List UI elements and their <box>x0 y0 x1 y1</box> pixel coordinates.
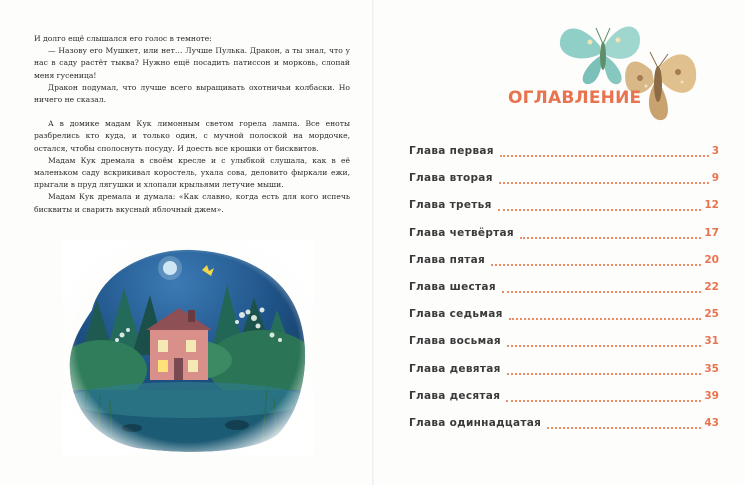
toc-page-number: 22 <box>704 280 719 293</box>
toc-chapter-label: Глава третья <box>409 199 492 212</box>
toc-entry[interactable] <box>409 227 719 254</box>
toc-page-number: 43 <box>704 416 719 429</box>
toc-entry[interactable] <box>409 254 719 281</box>
toc-dot-leader <box>491 256 701 266</box>
story-paragraph: Дракон подумал, что лучше всего выращивать охотничьи колбаски. Но ничего не сказал. <box>34 82 350 105</box>
toc-page-number: 12 <box>704 199 719 212</box>
toc-dot-leader <box>499 174 709 184</box>
story-text <box>34 33 350 216</box>
toc-chapter-label: Глава одиннадцатая <box>409 416 542 429</box>
toc-page-number: 17 <box>704 226 719 239</box>
table-of-contents <box>409 145 719 444</box>
toc-page-number: 25 <box>704 308 719 321</box>
toc-chapter-label: Глава шестая <box>409 280 496 293</box>
toc-dot-leader <box>500 147 709 157</box>
toc-page-number: 39 <box>704 389 719 402</box>
toc-entry[interactable] <box>409 335 719 362</box>
story-paragraph: А в домике мадам Кук лимонным светом горела лампа. Все еноты разбрелись кто куда, и только один, с мучной полоской на мордочке, остался, чтобы сполоснуть посуду. И доесть все крошки от бисквитов. <box>34 119 350 153</box>
toc-entry[interactable] <box>409 172 719 199</box>
story-paragraph: Мадам Кук дремала в своём кресле и с улыбкой слушала, как в её маленьком саду вскрикивал коростель, ухала сова, деловито фыркали ежи, прыгали в пруд лягушки и хлопали крыльями летучие мыши. <box>34 155 350 190</box>
toc-chapter-label: Глава девятая <box>409 362 501 375</box>
toc-entry[interactable] <box>409 281 719 308</box>
toc-dot-leader <box>507 365 702 375</box>
toc-chapter-label: Глава седьмая <box>409 308 503 321</box>
toc-title: ОГЛАВЛЕНИЕ <box>508 88 642 108</box>
right-page <box>374 0 745 485</box>
toc-entry[interactable] <box>409 308 719 335</box>
toc-chapter-label: Глава пятая <box>409 253 486 266</box>
toc-dot-leader <box>509 310 702 320</box>
toc-page-number: 20 <box>704 253 719 266</box>
toc-entry[interactable] <box>409 145 719 172</box>
toc-dot-leader <box>547 419 701 429</box>
toc-page-number: 35 <box>704 362 719 375</box>
toc-dot-leader <box>507 337 701 347</box>
toc-dot-leader <box>506 392 701 402</box>
toc-entry[interactable] <box>409 417 719 444</box>
toc-entry[interactable] <box>409 390 719 417</box>
toc-dot-leader <box>498 201 702 211</box>
toc-chapter-label: Глава вторая <box>409 172 493 185</box>
moths-illustration <box>552 8 702 128</box>
toc-entry[interactable] <box>409 363 719 390</box>
story-paragraph: — Назову его Мушкет, или нет… Лучше Пулька. Дракон, а ты знал, что у нас в саду растёт тыква? Нужно ещё посадить патиссон и морковь, слопай меня гусеница! <box>34 46 350 80</box>
night-garden-illustration <box>62 240 314 455</box>
toc-page-number: 3 <box>711 145 719 157</box>
story-paragraph: Мадам Кук дремала и думала: «Как славно, когда есть для кого испечь бисквиты и сварить вкусный яблочный джем». <box>34 192 350 214</box>
toc-page-number: 31 <box>704 335 719 348</box>
toc-chapter-label: Глава десятая <box>409 389 501 402</box>
toc-dot-leader <box>502 283 702 293</box>
toc-chapter-label: Глава четвёртая <box>409 226 514 239</box>
toc-chapter-label: Глава восьмая <box>409 335 501 348</box>
toc-entry[interactable] <box>409 199 719 226</box>
toc-chapter-label: Глава первая <box>409 145 494 157</box>
toc-page-number: 9 <box>711 172 719 185</box>
story-paragraph: И долго ещё слышался его голос в темноте: <box>34 34 212 43</box>
left-page <box>0 0 372 485</box>
toc-dot-leader <box>520 229 701 239</box>
